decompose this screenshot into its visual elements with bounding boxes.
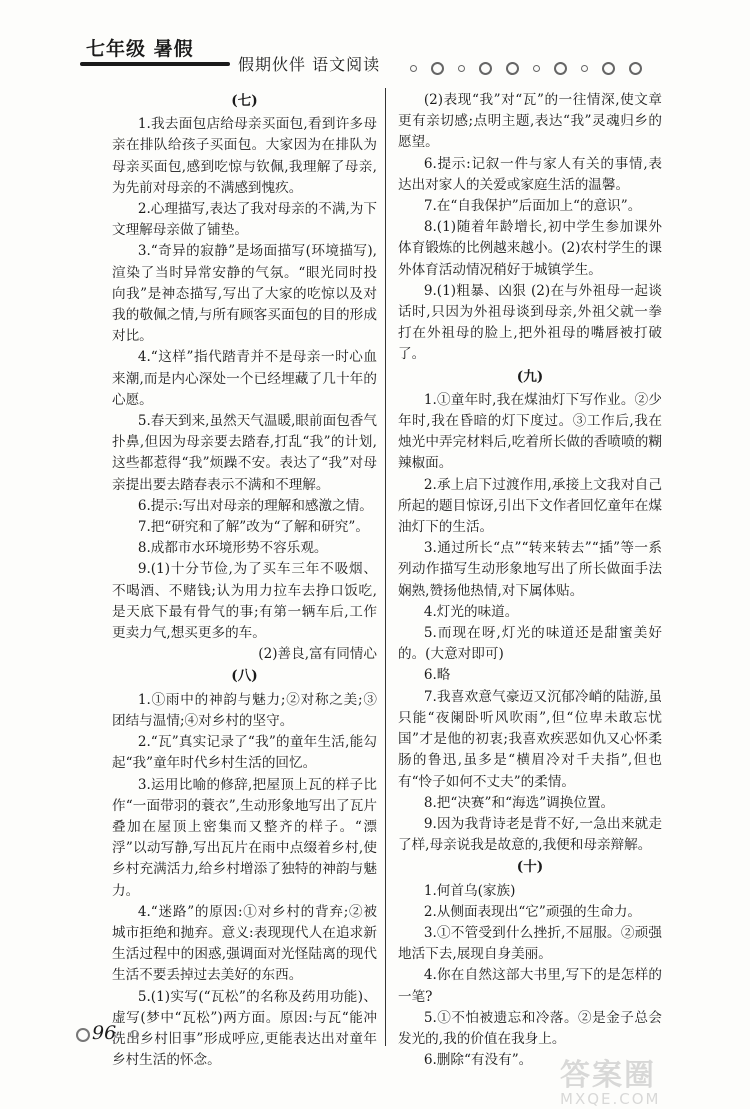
page-header [0, 0, 750, 80]
answer-paragraph: 4.你在自然这部大书里,写下的是怎样的一笔? [398, 967, 662, 1005]
answer-paragraph: 5.而现在呀,灯光的味道还是甜蜜美好的。(大意对即可) [398, 625, 662, 663]
right-column [398, 90, 662, 1071]
grade-label: 七年级 暑假 [86, 38, 194, 60]
answer-paragraph: 9.(1)粗暴、凶狠 (2)在与外祖母一起谈话时,只因为外祖母谈到母亲,外祖父就一拳打在外祖母的脸上,把外祖母的嘴唇被打破了。 [398, 282, 662, 363]
watermark-logo-text: 答案圈 [560, 1058, 656, 1093]
answer-paragraph: 8.(1)随着年龄增长,初中学生参加课外体育锻炼的比例越来越小。(2)农村学生的课外体育活动情况稍好于城镇学生。 [398, 219, 662, 278]
answer-paragraph: 6.提示:记叙一件与家人有关的事情,表达出对家人的关爱或家庭生活的温馨。 [398, 155, 662, 193]
section-heading: (七) [231, 93, 258, 109]
dot-icon [533, 65, 540, 72]
answer-paragraph: (2)表现“我”对“瓦”的一往情深,使文章更有亲切感;点明主题,表达“我”灵魂归乡的愿望。 [398, 92, 662, 151]
answer-paragraph: 5.①不怕被遗忘和冷落。②是金子总会发光的,我的价值在我身上。 [398, 1009, 662, 1047]
answer-paragraph: 3.“奇异的寂静”是场面描写(环境描写),渲染了当时异常安静的气氛。“眼光同时投向我”是神态描写,写出了大家的吃惊以及对我的敬佩之情,与所有顾客买面包的目的形成对比。 [112, 243, 377, 345]
answer-paragraph: 8.把“决赛”和“海选”调换位置。 [423, 794, 615, 811]
answer-paragraph: 2.从侧面表现出“它”顽强的生命力。 [423, 903, 642, 920]
dot-icon [506, 62, 519, 75]
answer-paragraph: 4.灯光的味道。 [423, 603, 519, 620]
answer-paragraph: 3.通过所长“点”“转来转去”“插”等一系列动作描写生动形象地写出了所长做面手法娴熟,赞扬他热情,对下属体贴。 [398, 540, 662, 599]
answer-paragraph: 2.心理描写,表达了我对母亲的不满,为下文理解母亲做了铺垫。 [112, 201, 377, 239]
decorative-dots [410, 58, 700, 78]
answer-paragraph: 2.承上启下过渡作用,承接上文我对自己所起的题目惊讶,引出下文作者回忆童年在煤油灯下的生活。 [398, 476, 662, 536]
series-title: 假期伙伴 语文阅读 [238, 55, 381, 74]
dot-icon [602, 62, 615, 75]
dot-icon [458, 65, 465, 72]
answer-continuation: (2)善良,富有同情心 [258, 646, 377, 663]
answer-paragraph: 7.我喜欢意气豪迈又沉郁冷峭的陆游,虽只能“夜阑卧听风吹雨”,但“位卑未敢忘忧国”才是他的初衷;我喜欢疾恶如仇又心怀柔肠的鲁迅,虽多是“横眉冷对千夫指”,但也有“怜子如何不丈夫”的柔情。 [398, 688, 662, 790]
dot-icon [554, 62, 567, 75]
dot-icon [431, 62, 444, 75]
answer-paragraph: 1.①童年时,我在煤油灯下写作业。②少年时,我在昏暗的灯下度过。③工作后,我在烛光中弄完材料后,吃着所长做的香喷喷的糊辣椒面。 [398, 391, 662, 472]
answer-paragraph: 9.(1)十分节俭,为了买车三年不吸烟、不喝酒、不赌钱;认为用力拉车去挣口饭吃,是天底下最有骨气的事;有第一辆车后,工作更卖力气,想买更多的车。 [112, 561, 377, 642]
footer-ornament-icon [130, 1030, 139, 1039]
answer-paragraph: 7.把“研究和了解”改为“了解和研究”。 [137, 519, 369, 536]
watermark-url: MXQE.COM [560, 1090, 661, 1108]
answer-paragraph: 9.因为我背诗老是背不好,一急出来就走了样,母亲说我是故意的,我便和母亲辩解。 [398, 815, 662, 854]
answer-paragraph: 1.①雨中的神韵与魅力;②对称之美;③团结与温情;④对乡村的坚守。 [112, 691, 377, 729]
answer-paragraph: 7.在“自我保护”后面加上“的意识”。 [423, 198, 642, 215]
dot-icon [629, 62, 642, 75]
footer-ornament-icon [76, 1028, 90, 1042]
answer-paragraph: 5.(1)实写(“瓦松”的名称及药用功能)、虚写(梦中“瓦松”)两方面。原因:与瓦“能冲洗出乡村旧事”形成呼应,更能表达出对童年乡村生活的怀念。 [112, 988, 377, 1069]
answer-paragraph: 6.删除“有没有”。 [423, 1052, 533, 1069]
answer-paragraph: 6.提示:写出对母亲的理解和感激之情。 [137, 497, 373, 514]
answer-paragraph: 1.何首乌(家族) [423, 882, 516, 899]
section-heading: (九) [516, 368, 544, 385]
column-divider [385, 88, 386, 1046]
answer-paragraph: 4.“迷路”的原因:①对乡村的背弃;②被城市拒绝和抛弃。意义:表现现代人在追求新生活过程中的困惑,强调面对光怪陆离的现代生活不要丢掉过去美好的东西。 [112, 903, 377, 984]
answer-paragraph: 8.成都市水环境形势不容乐观。 [137, 540, 328, 557]
page-number: 96 [92, 1022, 117, 1044]
answer-paragraph: 1.我去面包店给母亲买面包,看到许多母亲在排队给孩子买面包。大家因为在排队为母亲买面包,感到吃惊与钦佩,我理解了母亲,为先前对母亲的不满感到愧疚。 [112, 116, 377, 196]
watermark [560, 1050, 740, 1108]
section-heading: (八) [231, 668, 258, 685]
answer-paragraph: 3.①不管受到什么挫折,不屈服。②顽强地活下去,展现自身美丽。 [398, 924, 662, 963]
dot-icon [581, 65, 588, 72]
dot-icon [479, 62, 492, 75]
left-column [112, 90, 377, 1071]
answer-paragraph: 5.春天到来,虽然天气温暖,眼前面包香气扑鼻,但因为母亲要去踏春,打乱“我”的计划,这些都惹得“我”烦躁不安。表达了“我”对母亲提出要去踏春表示不满和不理解。 [112, 413, 377, 493]
section-heading: (十) [516, 859, 544, 876]
dot-icon [410, 65, 417, 72]
answer-paragraph: 3.运用比喻的修辞,把屋顶上瓦的样子比作“一面带羽的蓑衣”,生动形象地写出了瓦片叠加在屋顶上密集而又整齐的样子。“漂浮”以动写静,写出瓦片在雨中点缀着乡村,使乡村充满活力,给乡村增添了独特的神韵与魅力。 [112, 776, 377, 899]
answer-paragraph: 2.“瓦”真实记录了“我”的童年生活,能勾起“我”童年时代乡村生活的回忆。 [112, 734, 377, 772]
grade-underline [80, 62, 230, 66]
answer-paragraph: 6.略 [423, 667, 451, 684]
answer-paragraph: 4.“这样”指代踏青并不是母亲一时心血来潮,而是内心深处一个已经埋藏了几十年的心愿。 [112, 349, 377, 408]
